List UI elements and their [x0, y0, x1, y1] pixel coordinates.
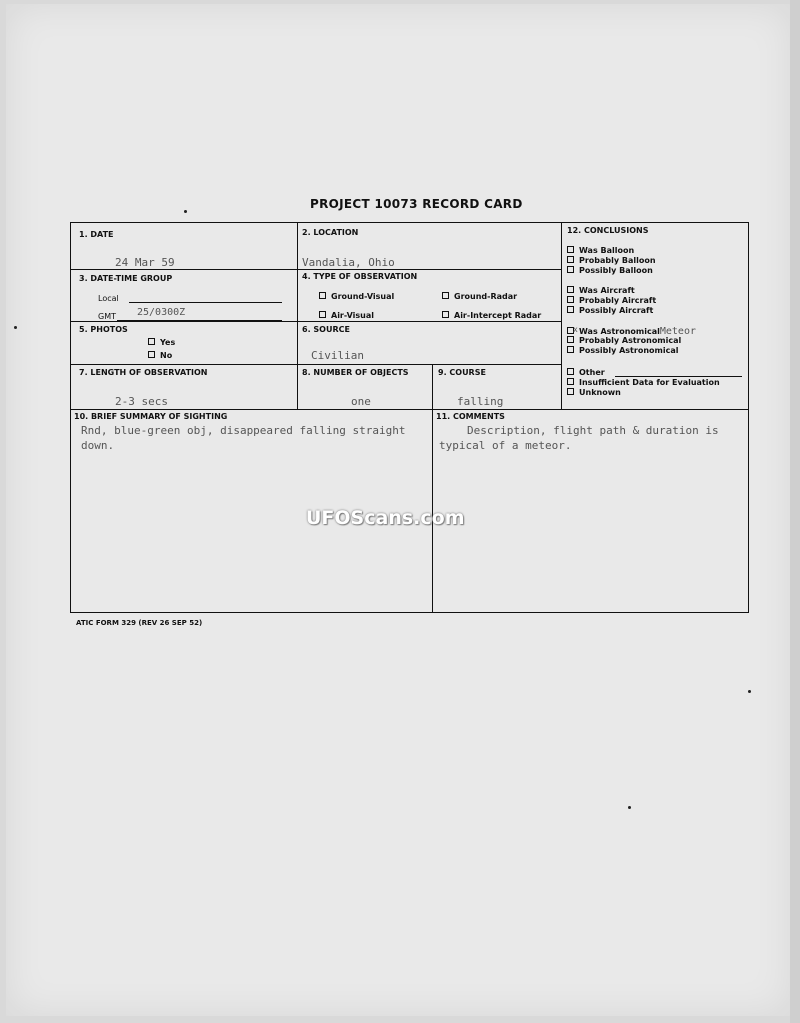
local-field-line	[129, 302, 282, 303]
checkbox	[148, 338, 155, 345]
gmt-value: 25/0300Z	[137, 307, 186, 318]
watermark: UFOScans.com	[306, 507, 465, 529]
divider	[71, 269, 561, 270]
divider	[432, 364, 433, 612]
checkbox	[442, 311, 449, 318]
length-of-observation-label: 7. LENGTH OF OBSERVATION	[79, 368, 208, 377]
conclusion-option: Probably Astronomical	[567, 336, 681, 345]
air-visual-option: Air-Visual	[319, 311, 374, 320]
date-time-group-label: 3. DATE-TIME GROUP	[79, 274, 173, 283]
comments-value: Description, flight path & duration is typical of a meteor.	[439, 424, 719, 452]
checkbox	[567, 378, 574, 385]
course-value: falling	[457, 395, 504, 408]
photos-no-option: No	[148, 351, 172, 360]
card-title: PROJECT 10073 RECORD CARD	[310, 197, 523, 211]
checkbox	[567, 388, 574, 395]
number-of-objects-value: one	[351, 395, 371, 408]
conclusion-option: Unknown	[567, 388, 621, 397]
length-of-observation-value: 2-3 secs	[115, 395, 168, 408]
conclusion-option: Other	[567, 368, 605, 377]
conclusion-option: Was Balloon	[567, 246, 634, 255]
speck	[14, 326, 17, 329]
astronomical-note: Meteor	[659, 326, 696, 337]
course-label: 9. COURSE	[438, 368, 486, 377]
ground-radar-option: Ground-Radar	[442, 292, 517, 301]
date-value: 24 Mar 59	[115, 256, 175, 269]
comments-label: 11. COMMENTS	[436, 412, 505, 421]
type-of-observation-label: 4. TYPE OF OBSERVATION	[302, 272, 418, 281]
record-card-form	[70, 222, 749, 613]
checkbox	[567, 246, 574, 253]
photos-label: 5. PHOTOS	[79, 325, 128, 334]
page-edge	[790, 0, 800, 1023]
source-value: Civilian	[311, 349, 364, 362]
conclusion-option-checked: x Was AstronomicalMeteor	[567, 326, 696, 337]
checkbox	[567, 368, 574, 375]
conclusion-option: Probably Balloon	[567, 256, 656, 265]
location-label: 2. LOCATION	[302, 228, 359, 237]
conclusion-option: Possibly Balloon	[567, 266, 653, 275]
air-intercept-radar-option: Air-Intercept Radar	[442, 311, 541, 320]
other-field-line	[615, 376, 742, 377]
number-of-objects-label: 8. NUMBER OF OBJECTS	[302, 368, 409, 377]
date-label: 1. DATE	[79, 230, 114, 239]
speck	[748, 690, 751, 693]
checkbox	[319, 311, 326, 318]
conclusion-option: Was Aircraft	[567, 286, 635, 295]
check-mark: x	[573, 325, 578, 334]
divider	[71, 364, 561, 365]
speck	[184, 210, 187, 213]
gmt-field-line	[117, 320, 282, 321]
conclusions-label: 12. CONCLUSIONS	[567, 226, 649, 235]
checkbox	[442, 292, 449, 299]
checkbox	[567, 346, 574, 353]
location-value: Vandalia, Ohio	[302, 256, 395, 269]
brief-summary-value: Rnd, blue-green obj, disappeared falling straight down.	[81, 424, 406, 452]
speck	[628, 806, 631, 809]
checkbox	[567, 336, 574, 343]
checkbox	[567, 286, 574, 293]
divider	[297, 223, 298, 409]
divider	[561, 223, 562, 409]
form-footer: ATIC FORM 329 (REV 26 SEP 52)	[76, 619, 203, 627]
conclusion-option: Possibly Aircraft	[567, 306, 653, 315]
photos-yes-option: Yes	[148, 338, 175, 347]
divider	[71, 321, 561, 322]
brief-summary-label: 10. BRIEF SUMMARY OF SIGHTING	[74, 412, 228, 421]
checkbox	[567, 266, 574, 273]
checkbox	[567, 296, 574, 303]
checkbox	[319, 292, 326, 299]
checkbox	[148, 351, 155, 358]
local-label: Local	[98, 294, 119, 303]
divider	[71, 409, 748, 410]
ground-visual-option: Ground-Visual	[319, 292, 394, 301]
source-label: 6. SOURCE	[302, 325, 350, 334]
conclusion-option: Possibly Astronomical	[567, 346, 678, 355]
checkbox	[567, 256, 574, 263]
conclusion-option: Insufficient Data for Evaluation	[567, 378, 720, 387]
gmt-label: GMT	[98, 312, 116, 321]
checkbox	[567, 306, 574, 313]
conclusion-option: Probably Aircraft	[567, 296, 656, 305]
